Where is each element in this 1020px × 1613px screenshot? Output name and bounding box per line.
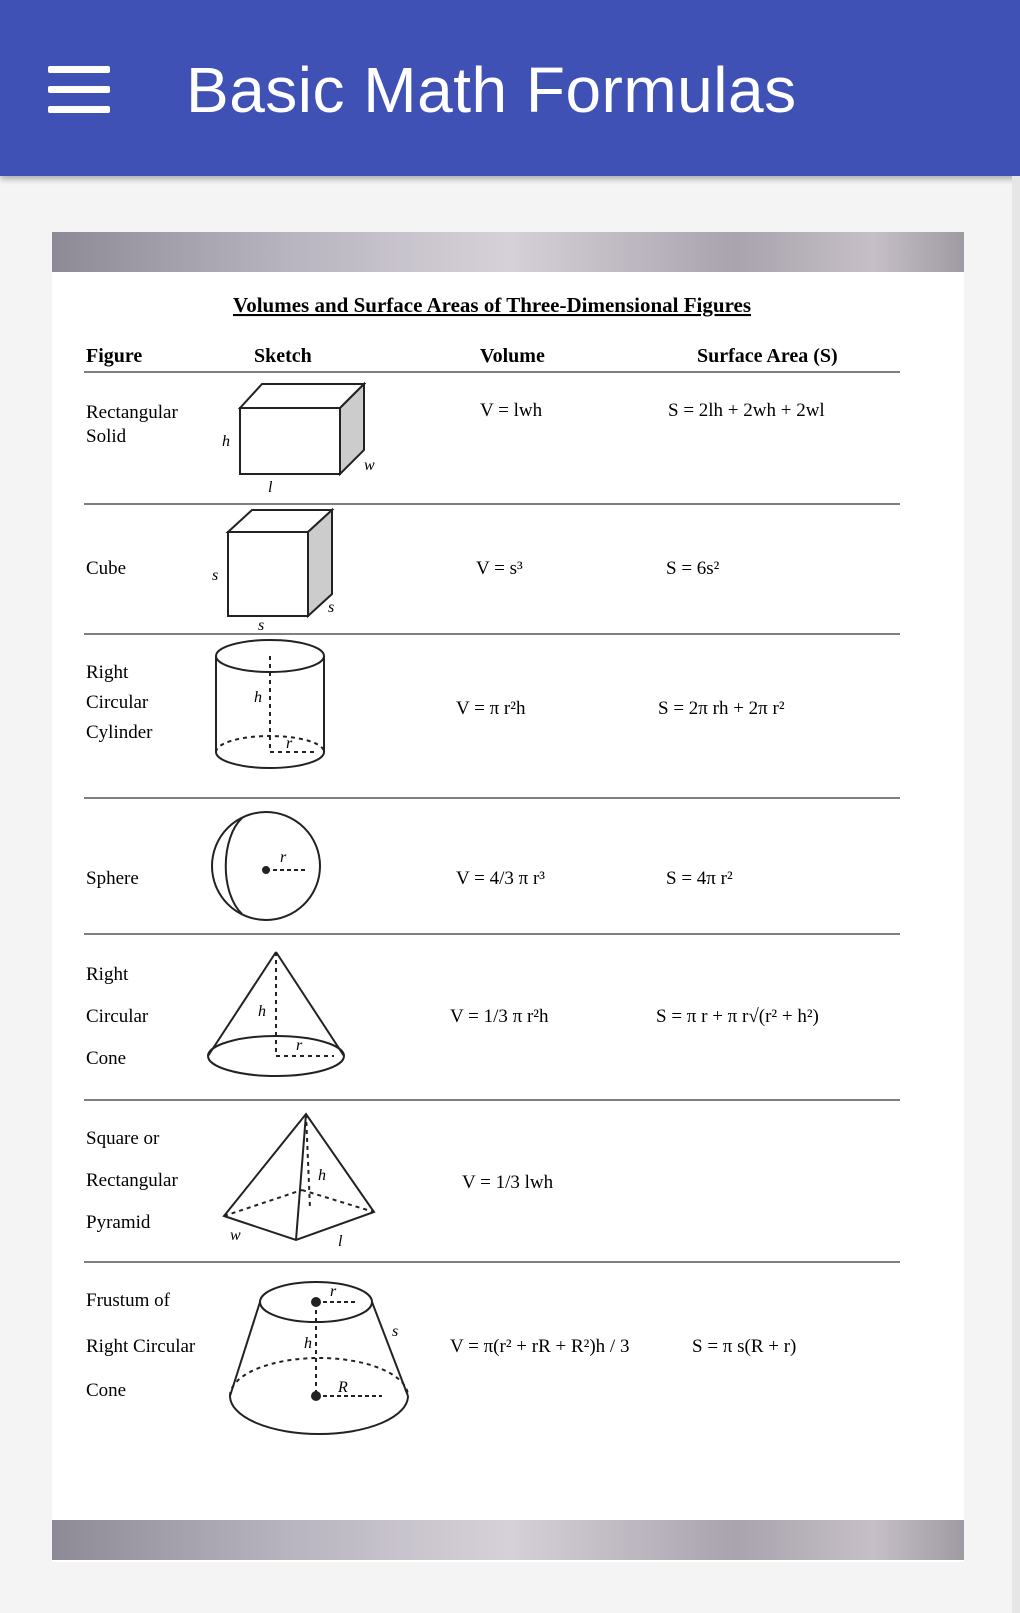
sketch-label-r: r [296, 1037, 303, 1054]
rectangular-solid-sketch-icon [240, 384, 364, 474]
sheet-heading: Volumes and Surface Areas of Three-Dimensional Figures [232, 293, 752, 317]
sketch-label-h: h [254, 689, 262, 706]
figure-name-line: Pyramid [86, 1212, 151, 1233]
sketch-label-h: h [258, 1003, 266, 1020]
hamburger-menu-icon[interactable] [48, 52, 122, 126]
sketch-label-R: R [338, 1379, 348, 1396]
sketch-label-r: r [286, 735, 293, 752]
figure-name-line: Sphere [86, 868, 139, 889]
sketch-label-w: w [230, 1227, 241, 1244]
cylinder-sketch-icon [216, 640, 324, 768]
menu-line [48, 66, 110, 73]
sketch-label-s: s [392, 1323, 399, 1340]
sketch-label-h: h [304, 1335, 312, 1352]
pyramid-sketch-icon [224, 1114, 374, 1240]
figure-name-line: Cone [86, 1380, 127, 1401]
sketch-label-s: s [212, 567, 219, 584]
figure-name-line: Square or [86, 1128, 160, 1149]
surface-area-formula: S = 2π rh + 2π r² [658, 698, 785, 719]
row-pyramid [86, 1114, 554, 1250]
figure-name-line: Cone [86, 1048, 127, 1069]
volume-formula: V = π r²h [456, 698, 526, 719]
figure-name-line: Circular [86, 1006, 149, 1027]
sketch-label-r: r [330, 1283, 337, 1300]
volume-formula: V = s³ [476, 558, 523, 579]
sketch-label-h: h [318, 1167, 326, 1184]
figure-name-line: Right [86, 964, 129, 985]
row-separators [84, 372, 900, 1262]
app-bar [0, 0, 1020, 176]
figure-name-line: Circular [86, 692, 149, 713]
figure-name-line: Right Circular [86, 1336, 196, 1357]
sketch-label-h: h [222, 433, 230, 450]
figure-name-line: Cube [86, 558, 127, 579]
sketch-label-s: s [258, 617, 265, 634]
figure-name-line: Rectangular [86, 1170, 178, 1191]
surface-area-formula: S = π s(R + r) [692, 1336, 797, 1357]
column-header-volume: Volume [480, 345, 545, 367]
row-rectangular-solid [86, 384, 825, 496]
column-header-surface-area: Surface Area (S) [697, 345, 838, 367]
figure-name-line: Solid [86, 426, 127, 447]
sphere-sketch-icon [212, 812, 320, 920]
image-bottom-band [52, 1520, 964, 1560]
formula-image [52, 232, 964, 1562]
frustum-sketch-icon [230, 1282, 408, 1434]
figure-name-line: Right [86, 662, 129, 683]
surface-area-formula: S = 6s² [666, 558, 720, 579]
row-right-circular-cylinder [86, 640, 785, 768]
menu-line [48, 106, 110, 113]
sketch-label-l: l [338, 1233, 343, 1250]
row-right-circular-cone [86, 952, 819, 1076]
cube-sketch-icon [228, 510, 335, 616]
volume-formula: V = 1/3 π r²h [450, 1006, 549, 1027]
column-header-sketch: Sketch [254, 345, 312, 367]
figure-name-line: Rectangular [86, 402, 178, 423]
app-title: Basic Math Formulas [186, 54, 797, 126]
cone-sketch-icon [208, 952, 344, 1076]
volume-formula: V = π(r² + rR + R²)h / 3 [450, 1336, 630, 1357]
surface-area-formula: S = 2lh + 2wh + 2wl [668, 400, 825, 421]
row-sphere [86, 812, 733, 920]
menu-line [48, 86, 110, 93]
sketch-label-s: s [328, 599, 335, 616]
surface-area-formula: S = 4π r² [666, 868, 733, 889]
row-cube [86, 510, 720, 634]
surface-area-formula: S = π r + π r√(r² + h²) [656, 1006, 819, 1027]
row-frustum [86, 1282, 796, 1434]
figure-name-line: Cylinder [86, 722, 153, 743]
sketch-label-l: l [268, 479, 273, 496]
formula-sheet [52, 232, 964, 1562]
figure-name-line: Frustum of [86, 1290, 170, 1311]
sketch-label-r: r [280, 849, 287, 866]
volume-formula: V = 1/3 lwh [462, 1172, 554, 1193]
volume-formula: V = 4/3 π r³ [456, 868, 545, 889]
column-header-figure: Figure [86, 345, 143, 367]
scroll-edge [1012, 176, 1020, 1613]
sketch-label-w: w [364, 457, 375, 474]
volume-formula: V = lwh [480, 400, 543, 421]
